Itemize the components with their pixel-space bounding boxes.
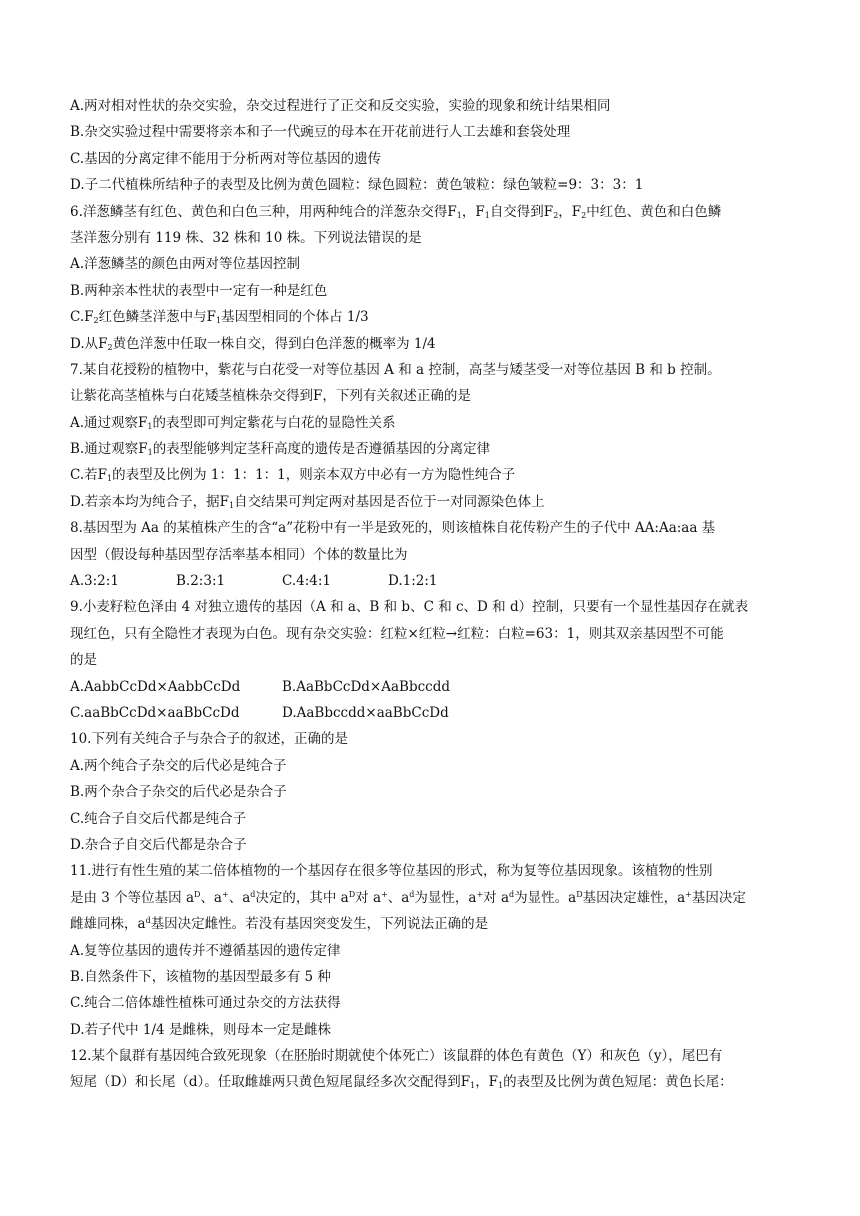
q9-option-b: B.AaBbCcDd×AaBbccdd [282, 678, 451, 695]
q5-option-a: A.两对相对性状的杂交实验，杂交过程进行了正交和反交实验，实验的现象和统计结果相同 [70, 98, 611, 114]
q10-option-d: D.杂合子自交后代都是杂合子 [70, 836, 247, 853]
question-content [70, 93, 800, 1096]
q8-option-d: D.1:2:1 [388, 573, 438, 590]
q7-stem: 7.某自花授粉的植物中，紫花与白花受一对等位基因 A 和 a 控制，高茎与矮茎受一对等位基因 B 和 b 控制。 [70, 361, 721, 378]
q6-stem-cont: 茎洋葱分别有 119 株、32 株和 10 株。下列说法错误的是 [70, 229, 422, 246]
q7-option-a: A.通过观察$F_1$的表型即可判定紫花与白花的显隐性关系 [70, 414, 396, 431]
q11-option-b: B.自然条件下，该植物的基因型最多有 5 种 [70, 968, 331, 985]
q11-stem: 11.进行有性生殖的某二倍体植物的一个基因存在很多等位基因的形式，称为复等位基因现象。该植物的性别 [70, 863, 713, 880]
q6-option-c: $C.F_2$红色鳞茎洋葱中与$F_1$基因型相同的个体占 1/3 [70, 309, 369, 326]
q8-option-b: B.2:3:1 [176, 573, 226, 590]
q9-option-d: D.AaBbccdd×aaBbCcDd [282, 704, 449, 721]
q11-option-c: C.纯合二倍体雄性植株可通过杂交的方法获得 [70, 995, 341, 1012]
q5-option-d: D.子二代植株所结种子的表型及比例为黄色圆粒：绿色圆粒：黄色皱粒：绿色皱粒=9：3：3：1 [70, 177, 644, 194]
q10-option-a: A.两个纯合子杂交的后代必是纯合子 [70, 757, 287, 774]
q10-option-b: B.两个杂合子杂交的后代必是杂合子 [70, 784, 287, 801]
q9-stem: 9.小麦籽粒色泽由 4 对独立遗传的基因（A 和 a、B 和 b、C 和 c、D 和 d）控制，只要有一个显性基因存在就表 [70, 599, 749, 616]
q10-option-c: C.纯合子自交后代都是纯合子 [70, 810, 247, 827]
q8-options [70, 568, 800, 594]
q9-stem-end: 的是 [70, 652, 97, 669]
q10-stem: 10.下列有关纯合子与杂合子的叙述，正确的是 [70, 731, 348, 748]
q8-stem: 8.基因型为 Aa 的某植株产生的含“a”花粉中有一半是致死的，则该植株自花传粉产生的子代中 AA:Aa:aa 基 [70, 520, 716, 537]
q9-options-row2 [70, 700, 800, 726]
q12-stem: 12.某个鼠群有基因纯合致死现象（在胚胎时期就使个体死亡）该鼠群的体色有黄色（Y）和灰色（y），尾巴有 [70, 1048, 723, 1065]
q6-stem: 6.洋葱鳞茎有红色、黄色和白色三种，用两种纯合的洋葱杂交得$F_1$，$F_1$自交得到$F_2$，$F_2$中红色、黄色和白色鳞 [70, 203, 722, 220]
q11-stem-cont: 是由 3 个等位基因 $a^D$、a+、$a^d$决定的，其中 $a^D$对 a+、$a^d$为显性，a+对 $a^d$为显性。$a^D$基因决定雄性，a+基因决定 [70, 889, 746, 906]
q9-options-row1 [70, 674, 800, 700]
q6-option-a: A.洋葱鳞茎的颜色由两对等位基因控制 [70, 256, 301, 273]
q5-option-b: B.杂交实验过程中需要将亲本和子一代豌豆的母本在开花前进行人工去雄和套袋处理 [70, 124, 571, 141]
q8-option-a: A.3:2:1 [70, 573, 119, 590]
q7-option-d: D.若亲本均为纯合子，据$F_1$自交结果可判定两对基因是否位于一对同源染色体上 [70, 493, 545, 510]
q7-option-c: C.若$F_1$的表型及比例为 1：1：1：1，则亲本双方中必有一方为隐性纯合子 [70, 467, 516, 484]
q12-stem-cont: 短尾（D）和长尾（d）。任取雌雄两只黄色短尾鼠经多次交配得到$F_1$，$F_1$的表型及比例为黄色短尾：黄色长尾： [70, 1074, 733, 1091]
q7-stem-cont: 让紫花高茎植株与白花矮茎植株杂交得到F，下列有关叙述正确的是 [70, 388, 471, 405]
q9-option-a: A.AabbCcDd×AabbCcDd [70, 678, 241, 695]
q9-option-c: C.aaBbCcDd×aaBbCcDd [70, 704, 240, 721]
q8-option-c: C.4:4:1 [282, 573, 332, 590]
q11-option-a: A.复等位基因的遗传并不遵循基因的遗传定律 [70, 942, 341, 959]
q5-option-c: C.基因的分离定律不能用于分析两对等位基因的遗传 [70, 150, 382, 167]
q11-option-d: D.若子代中 1/4 是雌株，则母本一定是雌株 [70, 1021, 331, 1038]
q6-option-b: B.两种亲本性状的表型中一定有一种是红色 [70, 282, 328, 299]
q6-option-d: D.从$F_2$黄色洋葱中任取一株自交，得到白色洋葱的概率为 1/4 [70, 335, 436, 352]
q11-stem-end: 雌雄同株，$a^d$基因决定雌性。若没有基因突变发生，下列说法正确的是 [70, 916, 489, 933]
q9-stem-cont: 现红色，只有全隐性才表现为白色。现有杂交实验：红粒×红粒→红粒：白粒=63：1，则其双亲基因型不可能 [70, 625, 724, 642]
q8-stem-cont: 因型（假设每种基因型存活率基本相同）个体的数量比为 [70, 546, 408, 563]
q7-option-b: B.通过观察$F_1$的表型能够判定茎秆高度的遗传是否遵循基因的分离定律 [70, 441, 491, 458]
